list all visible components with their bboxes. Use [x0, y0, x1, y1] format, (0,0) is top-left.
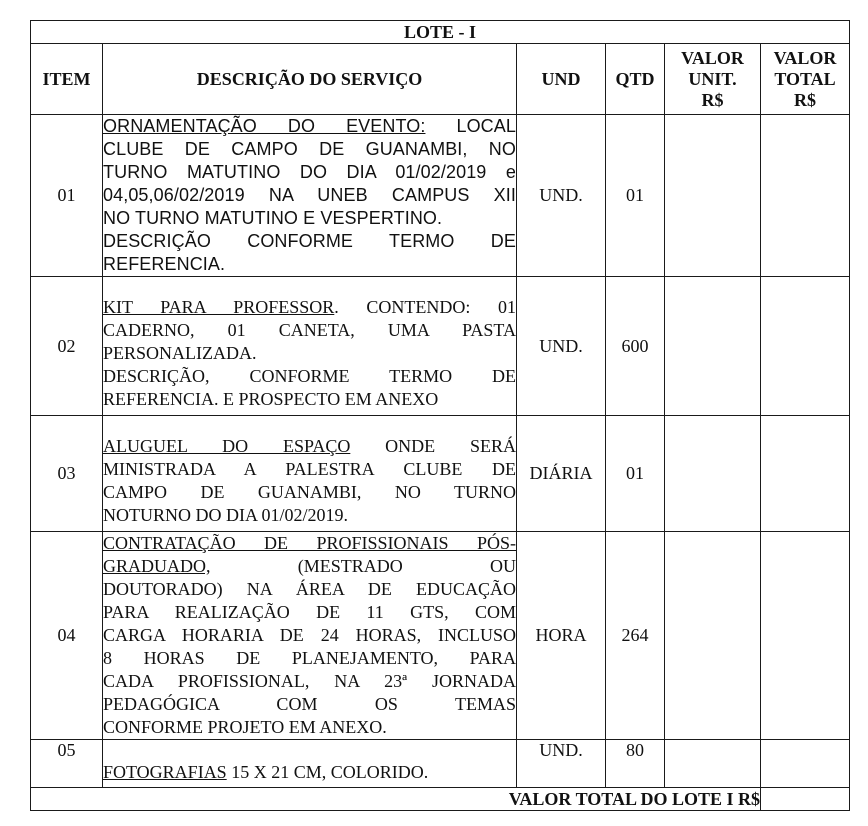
header-valor-unit-line: R$	[701, 89, 724, 110]
description-line: REFERENCIA.	[103, 254, 226, 274]
description-line: MINISTRADA A PALESTRA CLUBE DE	[103, 459, 516, 479]
description-line: CAMPO DE GUANAMBI, NO TURNO	[103, 482, 516, 502]
header-und: UND	[517, 44, 606, 115]
unit-cell: UND.	[517, 740, 606, 788]
description-line: NOTURNO DO DIA 01/02/2019.	[103, 505, 348, 525]
description-line: PARA REALIZAÇÃO DE 11 GTS, COM	[103, 602, 516, 622]
quantity-cell: 01	[606, 115, 665, 277]
description-line: CLUBE DE CAMPO DE GUANAMBI, NO	[103, 139, 516, 159]
quantity-cell: 01	[606, 416, 665, 532]
item-number: 01	[31, 115, 103, 277]
quantity-cell: 600	[606, 277, 665, 416]
description-line: CARGA HORARIA DE 24 HORAS, INCLUSO	[103, 625, 516, 645]
total-value-cell	[761, 115, 850, 277]
description-underlined: CONTRATAÇÃO DE PROFISSIONAIS PÓS-	[103, 533, 516, 553]
description-line	[103, 115, 516, 138]
header-valor-total-line: TOTAL	[774, 68, 836, 89]
description-text: . CONTENDO: 01	[334, 297, 516, 317]
lote-table	[30, 20, 850, 811]
unit-cell: DIÁRIA	[517, 416, 606, 532]
description-line: CADERNO, 01 CANETA, UMA PASTA	[103, 320, 516, 340]
header-valor-total	[761, 44, 850, 115]
unit-cell: HORA	[517, 532, 606, 740]
description-underlined: ORNAMENTAÇÃO DO EVENTO:	[103, 116, 426, 136]
total-value-cell	[761, 277, 850, 416]
unit-cell: UND.	[517, 115, 606, 277]
table-row	[31, 277, 850, 416]
unit-value-cell	[665, 532, 761, 740]
total-value-cell	[761, 416, 850, 532]
total-value-cell	[761, 532, 850, 740]
service-description	[103, 416, 517, 532]
header-descricao: DESCRIÇÃO DO SERVIÇO	[103, 44, 517, 115]
header-valor-total-line: VALOR	[773, 47, 837, 68]
item-number: 02	[31, 277, 103, 416]
description-line: DESCRIÇÃO, CONFORME TERMO DE	[103, 366, 516, 386]
table-row	[31, 532, 850, 740]
total-row	[31, 788, 850, 811]
description-underlined: GRADUADO,	[103, 556, 211, 576]
quantity-cell: 80	[606, 740, 665, 788]
description-line	[103, 296, 516, 319]
description-line: DESCRIÇÃO CONFORME TERMO DE	[103, 231, 516, 251]
title-row	[31, 21, 850, 44]
header-item: ITEM	[31, 44, 103, 115]
description-underlined: FOTOGRAFIAS	[103, 762, 227, 782]
header-valor-unit	[665, 44, 761, 115]
table-row	[31, 416, 850, 532]
description-underlined: ALUGUEL DO ESPAÇO	[103, 436, 351, 456]
description-text: 15 X 21 CM, COLORIDO.	[226, 762, 429, 782]
description-text: (MESTRADO OU	[210, 556, 516, 576]
description-text: LOCAL	[425, 116, 516, 136]
item-number: 03	[31, 416, 103, 532]
unit-cell: UND.	[517, 277, 606, 416]
service-description	[103, 115, 517, 277]
service-description	[103, 532, 517, 740]
description-line	[103, 555, 516, 578]
unit-value-cell	[665, 740, 761, 788]
service-description	[103, 740, 517, 788]
lote-title: LOTE - I	[31, 21, 850, 44]
total-value-cell	[761, 740, 850, 788]
header-valor-total-line: R$	[794, 89, 816, 110]
description-line: TURNO MATUTINO DO DIA 01/02/2019 e	[103, 162, 516, 182]
description-line: DOUTORADO) NA ÁREA DE EDUCAÇÃO	[103, 579, 516, 599]
unit-value-cell	[665, 115, 761, 277]
description-text: ONDE SERÁ	[350, 436, 516, 456]
header-row	[31, 44, 850, 115]
description-line: PERSONALIZADA.	[103, 343, 257, 363]
description-line	[103, 435, 516, 458]
description-line: PEDAGÓGICA COM OS TEMAS	[103, 694, 516, 714]
service-description	[103, 277, 517, 416]
description-line: REFERENCIA. E PROSPECTO EM ANEXO	[103, 389, 439, 409]
table-row	[31, 115, 850, 277]
description-line: 04,05,06/02/2019 NA UNEB CAMPUS XII	[103, 185, 516, 205]
item-number: 05	[31, 740, 103, 788]
description-line: CONFORME PROJETO EM ANEXO.	[103, 717, 387, 737]
header-valor-unit-line: UNIT.	[688, 68, 737, 89]
unit-value-cell	[665, 416, 761, 532]
item-number: 04	[31, 532, 103, 740]
description-line: 8 HORAS DE PLANEJAMENTO, PARA	[103, 648, 516, 668]
unit-value-cell	[665, 277, 761, 416]
description-line: NO TURNO MATUTINO E VESPERTINO.	[103, 208, 443, 228]
description-line	[103, 761, 516, 784]
description-underlined: KIT PARA PROFESSOR	[103, 297, 335, 317]
lote-total-label: VALOR TOTAL DO LOTE I R$	[31, 788, 761, 811]
table-row	[31, 740, 850, 788]
description-line: CADA PROFISSIONAL, NA 23ª JORNADA	[103, 671, 516, 691]
header-qtd: QTD	[606, 44, 665, 115]
lote-total-value	[761, 788, 850, 811]
quantity-cell: 264	[606, 532, 665, 740]
header-valor-unit-line: VALOR	[681, 47, 744, 68]
